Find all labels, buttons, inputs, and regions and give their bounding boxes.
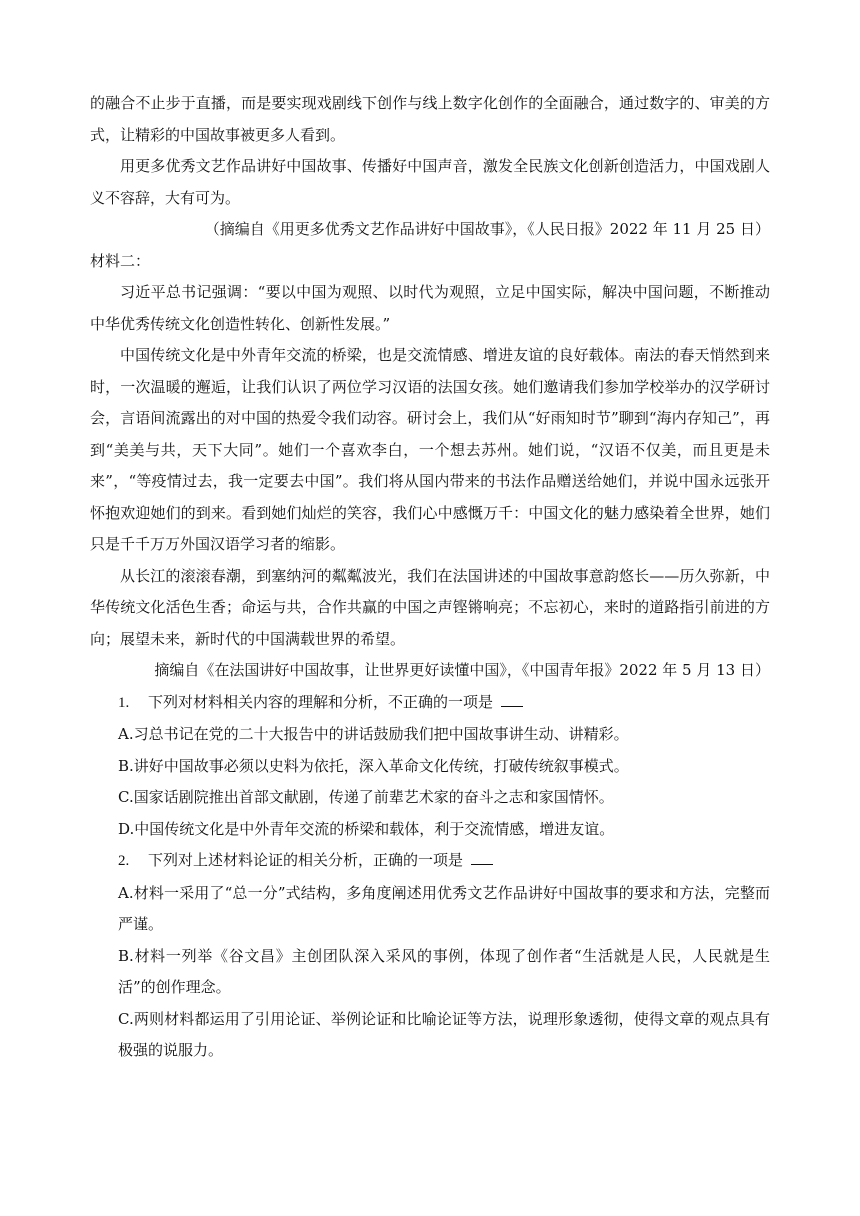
paragraph-conclusion: 用更多优秀文艺作品讲好中国故事、传播好中国声音，激发全民族文化创新创造活力，中国戏剧人义不容辞，大有可为。	[90, 157, 770, 207]
option-b[interactable]: B.材料一列举《谷文昌》主创团队深入采风的事例，体现了创作者“生活就是人民，人民就是生活”的创作理念。	[118, 946, 770, 996]
question-stem: 下列对上述材料论证的相关分析，正确的一项是	[148, 851, 464, 869]
material-2-label: 材料二：	[90, 251, 151, 270]
paragraph-story: 从长江的滚滚春潮，到塞纳河的粼粼波光，我们在法国讲述的中国故事意韵悠长——历久弥新，中华传统文化活色生香；命运与共，合作共赢的中国之声铿锵响亮；不忘初心，来时的道路指引前进的方向；展望未来，新时代的中国满载世界的希望。	[90, 566, 770, 648]
question-number: 1.	[118, 694, 130, 711]
question-number: 2.	[118, 853, 130, 869]
source-citation-1: （摘编自《用更多优秀文艺作品讲好中国故事》，《人民日报》2022 年 11 月 25 日）	[204, 220, 770, 238]
option-a[interactable]: A.习总书记在党的二十大报告中的讲话鼓励我们把中国故事讲生动、讲精彩。	[118, 725, 629, 743]
paragraph-quote: 习近平总书记强调：“要以中国为观照、以时代为观照，立足中国实际，解决中国问题，不断推动中华优秀传统文化创造性转化、创新性发展。”	[90, 283, 770, 333]
answer-blank[interactable]	[501, 692, 523, 707]
answer-blank[interactable]	[471, 850, 493, 865]
question-1	[90, 687, 770, 720]
option-c[interactable]: C.国家话剧院推出首部文献剧，传递了前辈艺术家的奋斗之志和家国情怀。	[118, 788, 614, 806]
paragraph-exchange: 中国传统文化是中外青年交流的桥梁，也是交流情感、增进友谊的良好载体。南法的春天悄然到来时，一次温暖的邂逅，让我们认识了两位学习汉语的法国女孩。她们邀请我们参加学校举办的汉学研讨会，言语间流露出的对中国的热爱令我们动容。研讨会上，我们从“好雨知时节”聊到“海内存知己”，再到“美美与共，天下大同”。她们一个喜欢李白，一个想去苏州。她们说，“汉语不仅美，而且更是未来”，“等疫情过去，我一定要去中国”。我们将从国内带来的书法作品赠送给她们，并说中国永远张开怀抱欢迎她们的到来。看到她们灿烂的笑容，我们心中感慨万千：中国文化的魅力感染着全世界，她们只是千千万万外国汉语学习者的缩影。	[90, 346, 770, 553]
source-citation-2: 摘编自《在法国讲好中国故事，让世界更好读懂中国》，《中国青年报》2022 年 5 月 13 日）	[154, 661, 770, 679]
option-a[interactable]: A.材料一采用了“总一分”式结构，多角度阐述用优秀文艺作品讲好中国故事的要求和方法，完整而严谨。	[118, 883, 770, 933]
question-stem: 下列对材料相关内容的理解和分析，不正确的一项是	[148, 692, 494, 711]
option-c[interactable]: C.两则材料都运用了引用论证、举例论证和比喻论证等方法，说理形象透彻，使得文章的观点具有极强的说服力。	[118, 1009, 770, 1059]
question-2	[90, 845, 770, 878]
option-d[interactable]: D.中国传统文化是中外青年交流的桥梁和载体，利于交流情感，增进友谊。	[118, 819, 615, 838]
option-b[interactable]: B.讲好中国故事必须以史料为依托，深入革命文化传统，打破传统叙事模式。	[118, 756, 629, 775]
paragraph-continuation: 的融合不止步于直播，而是要实现戏剧线下创作与线上数字化创作的全面融合，通过数字的、审美的方式，让精彩的中国故事被更多人看到。	[90, 94, 770, 144]
